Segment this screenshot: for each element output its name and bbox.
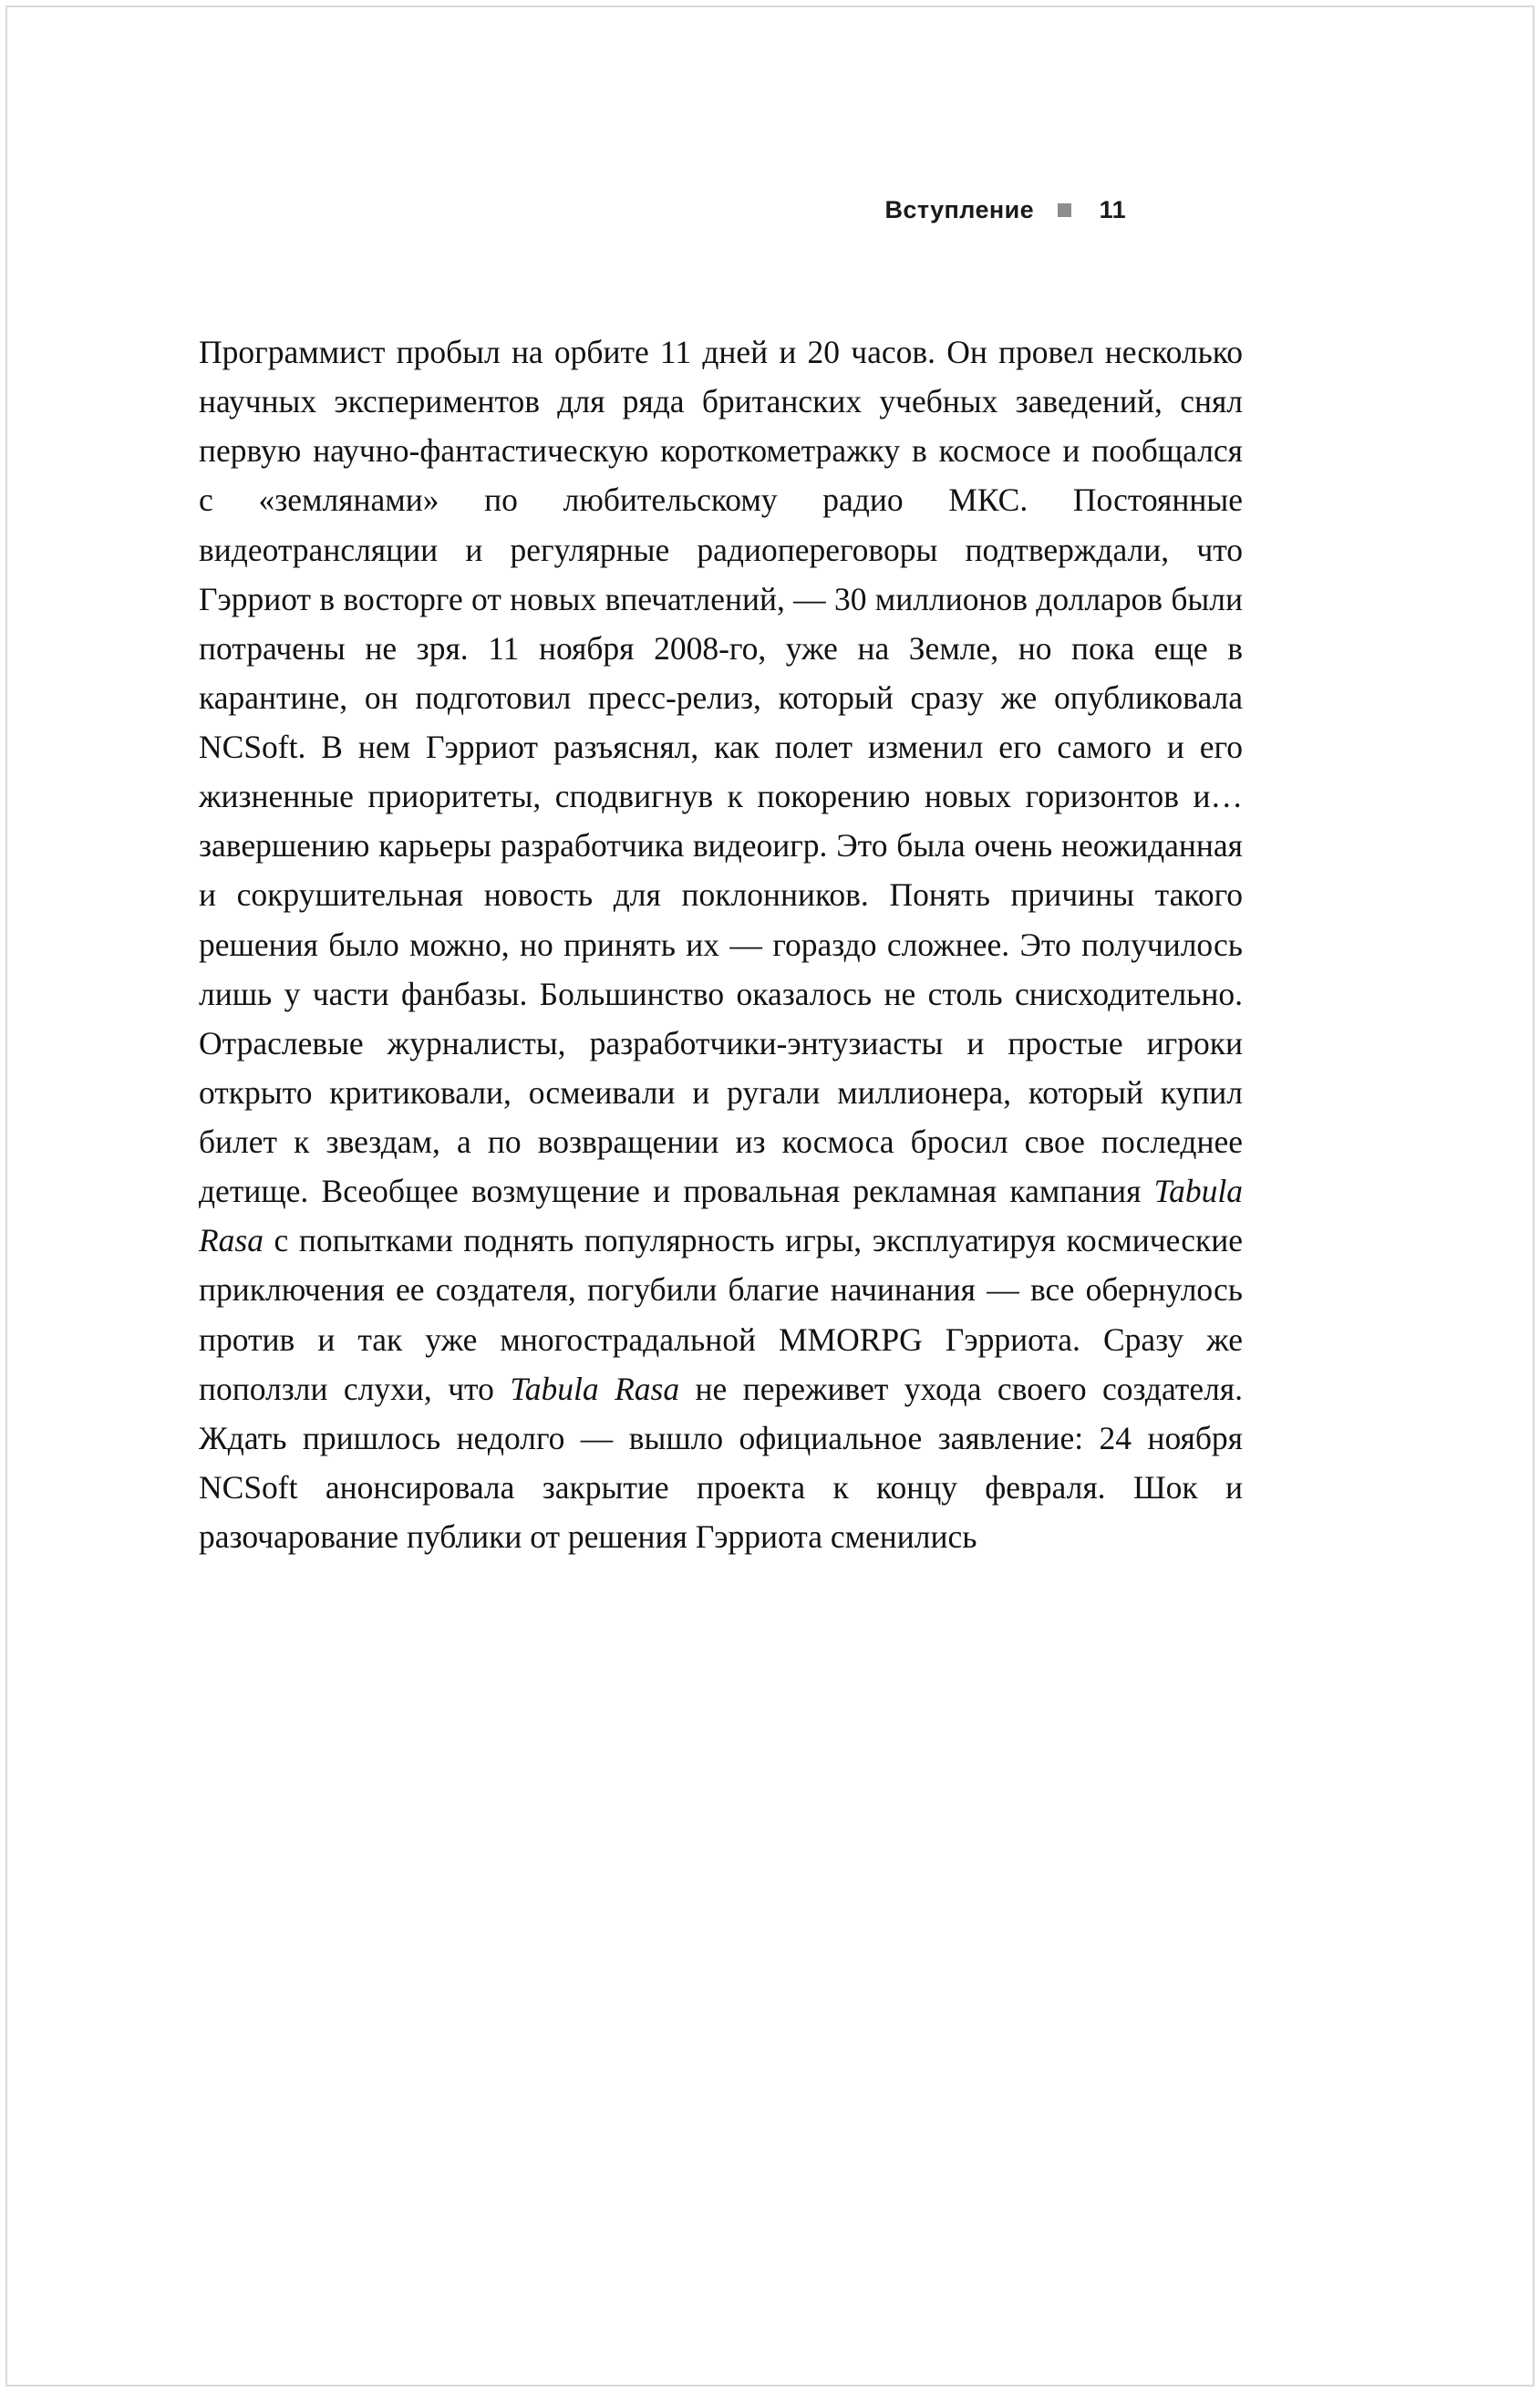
page-content: [199, 196, 1243, 1561]
italic-title: Tabula Rasa: [510, 1370, 680, 1407]
page-number: 11: [1099, 196, 1126, 223]
body-text: Программист пробыл на орбите 11 дней и 20 часов. Он провел несколько научных экспериментов для ряда британских учебных заведений, снял первую научно-фантастическую короткометражку в космосе и пообщался с «землянами» по любительскому радио МКС. Постоянные видеотрансляции и регулярные радиопереговоры подтверждали, что Гэрриот в восторге от новых впечатлений, — 30 миллионов долларов были потрачены не зря. 11 ноября 2008-го, уже на Земле, но пока еще в карантине, он подготовил пресс-релиз, который сразу же опубликовала NCSoft. В нем Гэрриот разъяснял, как полет изменил его самого и его жизненные приоритеты, сподвигнув к покорению новых горизонтов и… завершению карьеры разработчика видеоигр. Это была очень неожиданная и сокрушительная новость для поклонников. Понять причины такого решения было можно, но принять их — гораздо сложнее. Это получилось лишь у части фанбазы. Большинство оказалось не столь снисходительно. Отраслевые журналисты, разработчики-энтузиасты и простые игроки открыто критиковали, осмеивали и ругали миллионера, который купил билет к звездам, а по возвращении из космоса бросил свое последнее детище. Всеобщее возмущение и провальная рекламная кампания Tabula Rasa с попытками поднять популярность игры, эксплуатируя космические приключения ее создателя, погубили благие начинания — все обернулось против и так уже многострадальной MMORPG Гэрриота. Сразу же поползли слухи, что Tabula Rasa не переживет ухода своего создателя. Ждать пришлось недолго — вышло официальное заявление: 24 ноября NCSoft анонсировала закрытие проекта к концу февраля. Шок и разочарование публики от решения Гэрриота сменились: [199, 334, 1243, 1555]
square-marker-icon: [1058, 203, 1071, 217]
italic-title: Tabula Rasa: [199, 1173, 1243, 1259]
running-head: [199, 196, 1243, 224]
running-head-title: Вступление: [884, 196, 1034, 223]
